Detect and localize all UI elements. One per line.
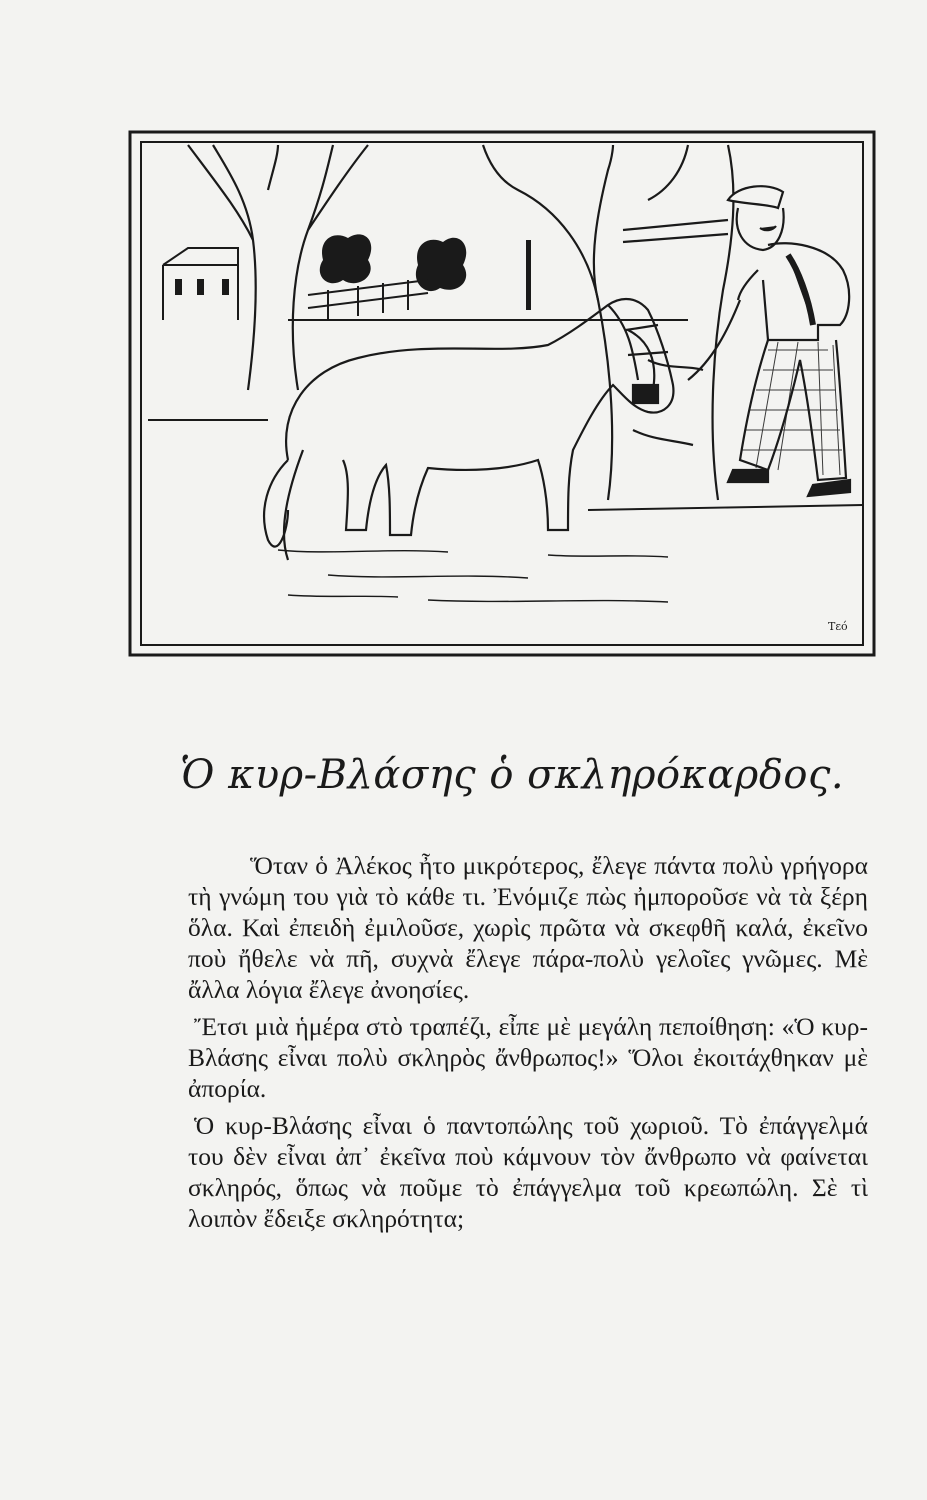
story-text <box>188 850 868 1240</box>
paragraph: Ὁ κυρ-Βλάσης εἶναι ὁ παντοπώλης τοῦ χωριοῦ. Τὸ ἐπάγγελμά του δὲν εἶναι ἀπ᾽ ἐκεῖνα ποὺ κάμνουν τὸν ἄνθρωπο νὰ φαίνεται σκληρός, ὅπως νὰ ποῦμε τὸ ἐπάγγελμα τοῦ κρεωπώλη. Σὲ τὶ λοιπὸν ἔδειξε σκληρότητα; <box>188 1111 868 1233</box>
illustration <box>128 130 876 657</box>
chapter-title: Ὁ κυρ-Βλάσης ὁ σκληρόκαρδος. <box>180 752 845 798</box>
horse-drinking-illustration-icon <box>128 130 876 657</box>
paragraph: Ἔτσι μιὰ ἡμέρα στὸ τραπέζι, εἶπε μὲ μεγάλη πεποίθηση: «Ὁ κυρ-Βλάσης εἶναι πολὺ σκληρὸς ἄνθρωπος!» Ὅλοι ἐκοιτάχθηκαν μὲ ἀπορία. <box>188 1012 868 1103</box>
paragraph: Ὅταν ὁ Ἀλέκος ἦτο μικρότερος, ἔλεγε πάντα πολὺ γρήγορα τὴ γνώμη του γιὰ τὸ κάθε τι. Ἐνόμιζε πὼς ἠμποροῦσε νὰ τὰ ξέρη ὅλα. Καὶ ἐπειδὴ ἐμιλοῦσε, χωρὶς πρῶτα νὰ σκεφθῆ καλά, ἐκεῖνο ποὺ ἤθελε νὰ πῆ, συχνὰ ἔλεγε πάρα-πολὺ γελοῖες γνῶμες. Μὲ ἄλλα λόγια ἔλεγε ἀνοησίες. <box>188 851 868 1004</box>
artist-signature: Τεό <box>828 620 848 633</box>
